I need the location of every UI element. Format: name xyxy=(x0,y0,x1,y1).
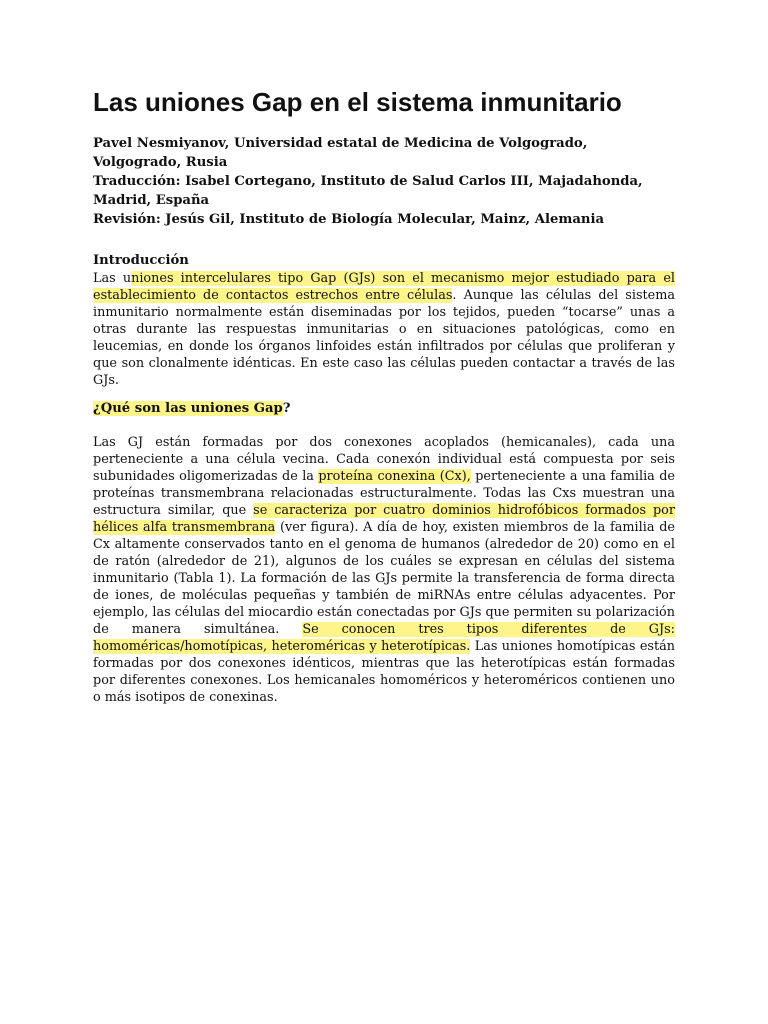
intro-text-rest: . Aunque las células del sistema inmunitario normalmente están diseminadas por los tejidos, pueden “tocarse” unas a otras durante las respuestas inmunitarias o en situaciones patológicas, como en leucemias, en donde los órganos linfoides están infiltrados por células que proliferan y que son clonalmente idénticas. En este caso las células pueden contactar a través de las GJs. xyxy=(93,288,676,388)
body-text-4: Las uniones homotípicas están formadas por dos conexones idénticos, mientras que las heterotípicas están formadas por diferentes conexones. Los hemicanales homoméricos y heteroméricos contienen uno o más isotipos de conexinas. xyxy=(93,639,676,705)
body-highlight-1: proteína conexina (Cx), xyxy=(318,469,471,484)
body-text-2: perteneciente a una familia de proteínas transmembrana relacionadas estructuralmente. Todas las Cxs muestran una estructura similar, que xyxy=(93,469,675,518)
intro-highlight: niones intercelulares tipo Gap (GJs) son el mecanismo mejor estudiado para el establecimiento de contactos estrechos entre células xyxy=(93,271,675,303)
intro-paragraph xyxy=(93,270,675,389)
body-highlight-3: Se conocen tres tipos diferentes de GJs: homoméricas/homotípicas, heteroméricas y heterotípicas. xyxy=(93,622,675,654)
question-heading-highlight: ¿Qué son las uniones Gap xyxy=(93,401,283,416)
translation-line: Traducción: Isabel Cortegano, Instituto de Salud Carlos III, Majadahonda, Madrid, España xyxy=(93,174,643,208)
author-line: Pavel Nesmiyanov, Universidad estatal de Medicina de Volgogrado, Volgogrado, Rusia xyxy=(93,136,588,170)
question-heading-mark: ? xyxy=(282,401,291,416)
body-highlight-2: se caracteriza por cuatro dominios hidrofóbicos formados por hélices alfa transmembrana xyxy=(93,503,675,535)
body-paragraph xyxy=(93,434,675,706)
intro-text-start: Las u xyxy=(93,271,132,286)
intro-heading: Introducción xyxy=(93,253,189,268)
body-text-3: (ver figura). A día de hoy, existen miembros de la familia de Cx altamente conservados tanto en el genoma de humanos (alrededor de 20) como en el de ratón (alrededor de 21), algunos de los cuáles se expresan en células del sistema inmunitario (Tabla 1). La formación de las GJs permite la transferencia de forma directa de iones, de moléculas pequeñas y también de miRNAs entre células adyacentes. Por ejemplo, las células del miocardio están conectadas por GJs que permiten su polarización de manera simultánea. xyxy=(93,520,675,637)
body-text-1: Las GJ están formadas por dos conexones acoplados (hemicanales), cada una perteneciente a una célula vecina. Cada conexón individual está compuesta por seis subunidades oligomerizadas de la xyxy=(93,435,675,484)
author-block xyxy=(93,134,675,229)
document-content xyxy=(93,84,675,706)
revision-line: Revisión: Jesús Gil, Instituto de Biología Molecular, Mainz, Alemania xyxy=(93,212,605,227)
question-heading xyxy=(93,399,675,418)
document-title: Las uniones Gap en el sistema inmunitario xyxy=(93,87,622,117)
